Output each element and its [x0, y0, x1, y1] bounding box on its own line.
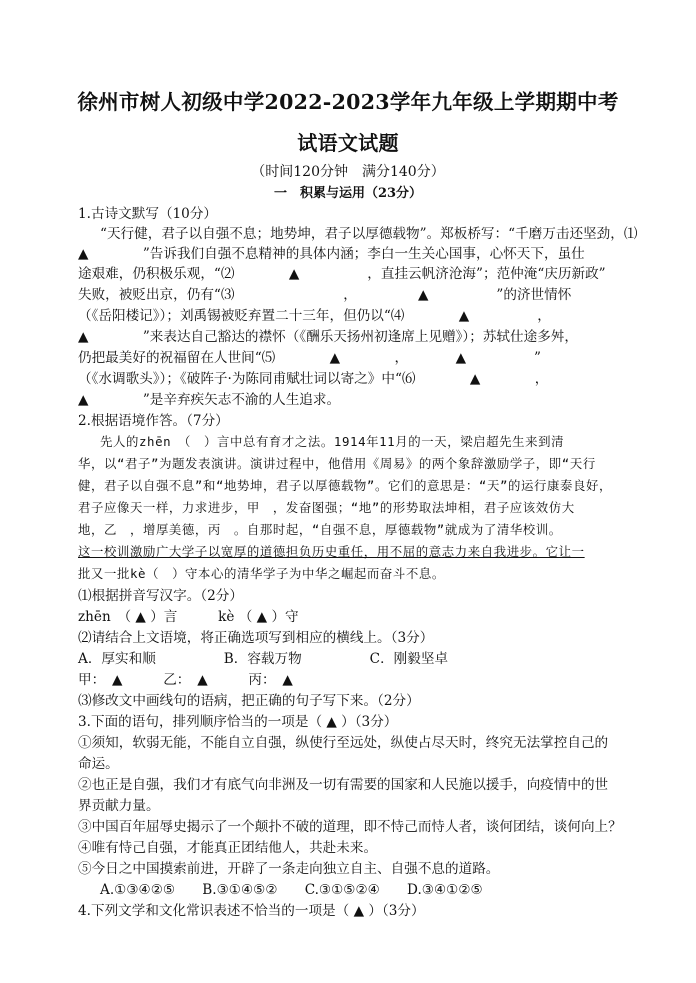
q3-line: ②也正是自强，我们才有底气向非洲及一切有需要的国家和人民施以援手，向疫情中的世 [78, 777, 609, 793]
exam-title-line2: 试语文试题 [297, 131, 399, 155]
q2-sub1: ⑴根据拼音写汉字。（2分） [78, 588, 243, 604]
q2-passage-line: 地，乙 ，增厚美德，丙 。自那时起，“自强不息，厚德载物”就成为了清华校训。 [78, 522, 562, 537]
q3-line: ⑤今日之中国摸索前进，开辟了一条走向独立自主、自强不息的道路。 [78, 861, 500, 877]
q1-line: 仍把最美好的祝福留在人世间“⑸ ▲ ， ▲ ” [78, 350, 542, 366]
q3-line: 界贡献力量。 [78, 798, 160, 814]
q2-sub1-items: zhēn （ ▲ ）言 kè （ ▲ ）守 [78, 609, 299, 625]
q1-line: 失败，被贬出京，仍有“⑶ ， ▲ ”的济世情怀 [78, 287, 572, 303]
q1-line: “天行健，君子以自强不息；地势坤，君子以厚德载物”。郑板桥写：“千磨万击还坚劲，⑴ [100, 226, 638, 242]
q1-line: （《水调歌头》）；《破阵子·为陈同甫赋壮词以寄之》中“⑹ ▲ ， [78, 371, 569, 387]
q2-passage-line: 君子应像天一样，力求进步，甲 ，发奋图强；“地”的形势取法坤相，君子应该效仿大 [78, 500, 575, 515]
q2-underlined-sentence: 这一校训激励广大学子以宽厚的道德担负历史重任，用不屈的意志力来自我进步。它让一 [78, 544, 585, 559]
q1-line: （《岳阳楼记》）；刘禹锡被贬弃置二十三年，但仍以“⑷ ▲ ， [78, 308, 585, 324]
q3-options: A.①③④②⑤ B.③①④⑤② C.③①⑤②④ D.③④①②⑤ [100, 882, 483, 898]
q1-line: ▲ ”是辛弃疾矢志不渝的人生追求。 [78, 392, 341, 408]
q2-passage-line: 健，君子以自强不息”和“地势坤，君子以厚德载物”。它们的意思是：“天”的运行康泰良好， [78, 478, 612, 493]
q2-passage-line: 先人的zhēn （ ）言中总有育才之法。1914年11月的一天，梁启超先生来到清 [100, 434, 565, 449]
q2-sub2-options: A．厚实和顺 B．容载万物 C．刚毅坚卓 [78, 651, 449, 667]
q2-sub2-blanks: 甲： ▲ 乙： ▲ 丙： ▲ [78, 672, 307, 688]
exam-time-score: （时间120分钟 满分140分） [251, 164, 445, 180]
q2-heading: 2.根据语境作答。（7分） [78, 413, 229, 429]
q3-heading: 3.下面的语句，排列顺序恰当的一项是（ ▲ ）（3分） [78, 714, 398, 730]
q3-line: 命运。 [78, 756, 119, 772]
q1-line: 途艰难，仍积极乐观，“⑵ ▲ ，直挂云帆济沧海”；范仲淹“庆历新政” [78, 266, 606, 282]
exam-title: 徐州市树人初级中学2022-2023学年九年级上学期期中考 [77, 90, 619, 114]
q1-line: ▲ ”告诉我们自强不息精神的具体内涵；李白一生关心国事，心怀天下，虽仕 [78, 246, 585, 262]
q2-sub3: ⑶修改文中画线句的语病，把正确的句子写下来。（2分） [78, 693, 420, 709]
q1-heading: 1.古诗文默写（10分） [78, 206, 218, 222]
q2-sub2: ⑵请结合上文语境，将正确选项写到相应的横线上。（3分） [78, 630, 434, 646]
q2-passage-line: 批又一批kè（ ）守本心的清华学子为中华之崛起而奋斗不息。 [78, 566, 445, 581]
q3-line: ①须知，软弱无能，不能自立自强，纵使行至远处，纵使占尽天时，终究无法掌控自己的 [78, 735, 609, 751]
q3-line: ③中国百年屈辱史揭示了一个颠扑不破的道理，即不恃己而恃人者，谈何团结，谈何向上？ [78, 819, 622, 835]
section-heading: 一 积累与运用（23分） [273, 186, 423, 201]
q2-passage-line: 华，以“君子”为题发表演讲。演讲过程中，他借用《周易》的两个象辞激励学子，即“天行 [78, 456, 596, 471]
q1-line: ▲ ”来表达自己豁达的襟怀（《酬乐天扬州初逢席上见赠》）；苏轼仕途多舛， [78, 329, 578, 345]
q4-heading: 4.下列文学和文化常识表述不恰当的一项是（ ▲ ）（3分） [78, 903, 425, 919]
q3-line: ④唯有恃己自强，才能真正团结他人，共赴未来。 [78, 840, 378, 856]
